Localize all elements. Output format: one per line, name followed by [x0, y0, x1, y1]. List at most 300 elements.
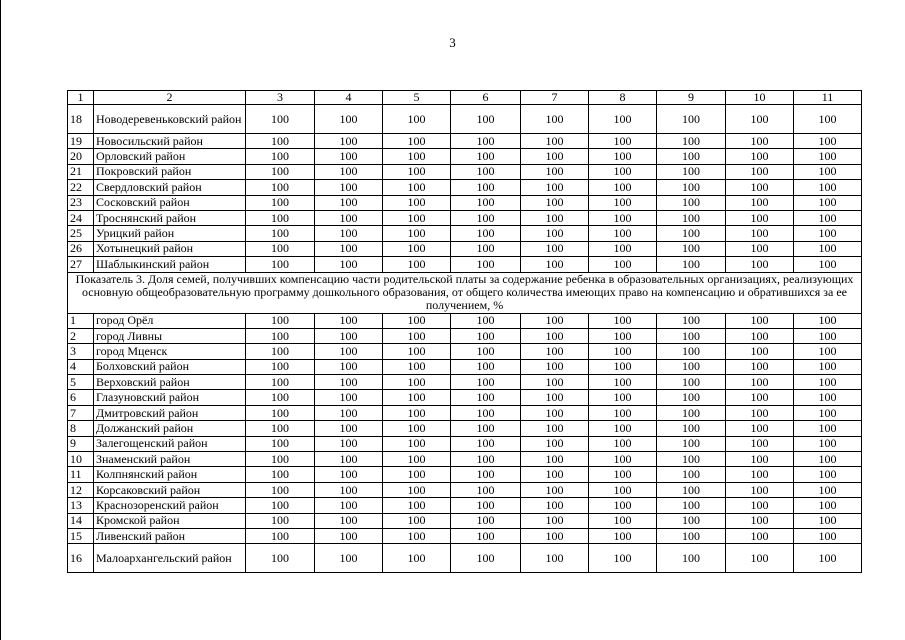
value-cell: 100	[589, 528, 657, 543]
value-cell: 100	[521, 241, 589, 256]
value-cell: 100	[726, 313, 794, 328]
value-cell: 100	[726, 528, 794, 543]
column-header: 9	[657, 91, 726, 105]
district-name: город Орёл	[94, 313, 246, 328]
value-cell: 100	[794, 498, 862, 513]
value-cell: 100	[246, 328, 315, 343]
row-number: 12	[68, 482, 94, 497]
district-name: Залегощенский район	[94, 436, 246, 451]
value-cell: 100	[521, 328, 589, 343]
row-number: 18	[68, 105, 94, 134]
row-number: 16	[68, 544, 94, 573]
value-cell: 100	[521, 405, 589, 420]
value-cell: 100	[451, 195, 521, 210]
district-name: Ливенский район	[94, 528, 246, 543]
value-cell: 100	[589, 452, 657, 467]
table-row	[68, 149, 862, 164]
district-name: Корсаковский район	[94, 482, 246, 497]
value-cell: 100	[521, 498, 589, 513]
table-row	[68, 513, 862, 528]
value-cell: 100	[383, 375, 451, 390]
value-cell: 100	[451, 241, 521, 256]
value-cell: 100	[521, 210, 589, 225]
district-name: Урицкий район	[94, 226, 246, 241]
row-number: 27	[68, 257, 94, 272]
value-cell: 100	[589, 210, 657, 225]
table-row	[68, 482, 862, 497]
value-cell: 100	[383, 180, 451, 195]
district-name: Свердловский район	[94, 180, 246, 195]
value-cell: 100	[315, 421, 383, 436]
value-cell: 100	[657, 226, 726, 241]
value-cell: 100	[726, 498, 794, 513]
district-name: Глазуновский район	[94, 390, 246, 405]
table-row	[68, 375, 862, 390]
row-number: 25	[68, 226, 94, 241]
value-cell: 100	[383, 257, 451, 272]
value-cell: 100	[794, 375, 862, 390]
value-cell: 100	[794, 241, 862, 256]
value-cell: 100	[794, 482, 862, 497]
value-cell: 100	[451, 498, 521, 513]
value-cell: 100	[794, 210, 862, 225]
value-cell: 100	[246, 241, 315, 256]
value-cell: 100	[726, 241, 794, 256]
table-row	[68, 105, 862, 134]
table-row	[68, 134, 862, 149]
value-cell: 100	[246, 375, 315, 390]
value-cell: 100	[315, 436, 383, 451]
value-cell: 100	[794, 390, 862, 405]
value-cell: 100	[657, 180, 726, 195]
value-cell: 100	[246, 421, 315, 436]
value-cell: 100	[657, 390, 726, 405]
page-number: 3	[449, 35, 456, 50]
row-number: 24	[68, 210, 94, 225]
value-cell: 100	[521, 482, 589, 497]
value-cell: 100	[521, 513, 589, 528]
value-cell: 100	[589, 421, 657, 436]
value-cell: 100	[383, 452, 451, 467]
value-cell: 100	[657, 210, 726, 225]
value-cell: 100	[726, 375, 794, 390]
value-cell: 100	[657, 313, 726, 328]
value-cell: 100	[726, 344, 794, 359]
value-cell: 100	[451, 257, 521, 272]
table-row	[68, 210, 862, 225]
value-cell: 100	[589, 257, 657, 272]
value-cell: 100	[726, 436, 794, 451]
value-cell: 100	[726, 195, 794, 210]
value-cell: 100	[451, 328, 521, 343]
value-cell: 100	[246, 498, 315, 513]
header-row	[68, 91, 862, 105]
value-cell: 100	[521, 257, 589, 272]
value-cell: 100	[726, 226, 794, 241]
district-name: Шаблыкинский район	[94, 257, 246, 272]
table-row	[68, 180, 862, 195]
indicators-table	[67, 90, 862, 573]
value-cell: 100	[726, 482, 794, 497]
value-cell: 100	[726, 544, 794, 573]
value-cell: 100	[589, 313, 657, 328]
value-cell: 100	[246, 436, 315, 451]
district-name: Малоархангельский район	[94, 544, 246, 573]
value-cell: 100	[451, 164, 521, 179]
value-cell: 100	[726, 513, 794, 528]
value-cell: 100	[246, 359, 315, 374]
value-cell: 100	[589, 134, 657, 149]
table-row	[68, 452, 862, 467]
value-cell: 100	[589, 405, 657, 420]
value-cell: 100	[246, 210, 315, 225]
value-cell: 100	[794, 513, 862, 528]
district-name: Болховский район	[94, 359, 246, 374]
value-cell: 100	[794, 344, 862, 359]
value-cell: 100	[521, 195, 589, 210]
indicator-row	[68, 272, 862, 313]
district-name: Орловский район	[94, 149, 246, 164]
value-cell: 100	[521, 390, 589, 405]
table-row	[68, 226, 862, 241]
district-name: Знаменский район	[94, 452, 246, 467]
value-cell: 100	[589, 149, 657, 164]
district-name: Кромской район	[94, 513, 246, 528]
value-cell: 100	[589, 180, 657, 195]
value-cell: 100	[657, 105, 726, 134]
district-name: Новосильский район	[94, 134, 246, 149]
row-number: 13	[68, 498, 94, 513]
row-number: 8	[68, 421, 94, 436]
district-name: город Мценск	[94, 344, 246, 359]
value-cell: 100	[451, 513, 521, 528]
value-cell: 100	[383, 328, 451, 343]
value-cell: 100	[315, 134, 383, 149]
value-cell: 100	[383, 226, 451, 241]
row-number: 19	[68, 134, 94, 149]
value-cell: 100	[589, 436, 657, 451]
district-name: Должанский район	[94, 421, 246, 436]
column-header: 4	[315, 91, 383, 105]
value-cell: 100	[589, 467, 657, 482]
value-cell: 100	[451, 390, 521, 405]
value-cell: 100	[246, 180, 315, 195]
value-cell: 100	[726, 149, 794, 164]
value-cell: 100	[383, 195, 451, 210]
value-cell: 100	[726, 134, 794, 149]
value-cell: 100	[726, 180, 794, 195]
table-row	[68, 195, 862, 210]
column-header: 5	[383, 91, 451, 105]
value-cell: 100	[451, 452, 521, 467]
value-cell: 100	[315, 390, 383, 405]
value-cell: 100	[521, 359, 589, 374]
value-cell: 100	[589, 105, 657, 134]
table-row	[68, 257, 862, 272]
value-cell: 100	[383, 105, 451, 134]
value-cell: 100	[315, 105, 383, 134]
page-left-edge	[0, 0, 1, 640]
value-cell: 100	[315, 498, 383, 513]
value-cell: 100	[383, 359, 451, 374]
value-cell: 100	[794, 359, 862, 374]
value-cell: 100	[383, 210, 451, 225]
value-cell: 100	[451, 313, 521, 328]
value-cell: 100	[383, 436, 451, 451]
value-cell: 100	[589, 344, 657, 359]
row-number: 3	[68, 344, 94, 359]
column-header: 3	[246, 91, 315, 105]
table-row	[68, 344, 862, 359]
value-cell: 100	[315, 375, 383, 390]
value-cell: 100	[315, 544, 383, 573]
value-cell: 100	[315, 528, 383, 543]
row-number: 4	[68, 359, 94, 374]
value-cell: 100	[657, 405, 726, 420]
value-cell: 100	[589, 513, 657, 528]
row-number: 6	[68, 390, 94, 405]
row-number: 5	[68, 375, 94, 390]
value-cell: 100	[246, 528, 315, 543]
row-number: 23	[68, 195, 94, 210]
column-header: 11	[794, 91, 862, 105]
value-cell: 100	[246, 467, 315, 482]
value-cell: 100	[246, 513, 315, 528]
value-cell: 100	[315, 241, 383, 256]
district-name: город Ливны	[94, 328, 246, 343]
value-cell: 100	[315, 257, 383, 272]
value-cell: 100	[315, 328, 383, 343]
value-cell: 100	[657, 452, 726, 467]
value-cell: 100	[383, 467, 451, 482]
row-number: 10	[68, 452, 94, 467]
value-cell: 100	[383, 390, 451, 405]
value-cell: 100	[657, 528, 726, 543]
table-row	[68, 528, 862, 543]
row-number: 2	[68, 328, 94, 343]
value-cell: 100	[521, 226, 589, 241]
value-cell: 100	[521, 528, 589, 543]
table-row	[68, 544, 862, 573]
value-cell: 100	[794, 164, 862, 179]
value-cell: 100	[726, 467, 794, 482]
value-cell: 100	[383, 544, 451, 573]
value-cell: 100	[794, 105, 862, 134]
value-cell: 100	[451, 544, 521, 573]
table-row	[68, 498, 862, 513]
row-number: 11	[68, 467, 94, 482]
value-cell: 100	[726, 359, 794, 374]
value-cell: 100	[451, 482, 521, 497]
value-cell: 100	[383, 498, 451, 513]
value-cell: 100	[521, 421, 589, 436]
value-cell: 100	[657, 544, 726, 573]
value-cell: 100	[726, 257, 794, 272]
value-cell: 100	[246, 390, 315, 405]
value-cell: 100	[451, 467, 521, 482]
value-cell: 100	[657, 467, 726, 482]
value-cell: 100	[794, 544, 862, 573]
value-cell: 100	[589, 241, 657, 256]
row-number: 7	[68, 405, 94, 420]
row-number: 14	[68, 513, 94, 528]
table-row	[68, 390, 862, 405]
value-cell: 100	[315, 149, 383, 164]
value-cell: 100	[383, 344, 451, 359]
column-header: 6	[451, 91, 521, 105]
value-cell: 100	[521, 149, 589, 164]
value-cell: 100	[589, 482, 657, 497]
value-cell: 100	[726, 390, 794, 405]
value-cell: 100	[451, 405, 521, 420]
value-cell: 100	[246, 482, 315, 497]
value-cell: 100	[589, 390, 657, 405]
value-cell: 100	[451, 421, 521, 436]
column-header: 10	[726, 91, 794, 105]
column-header: 2	[94, 91, 246, 105]
value-cell: 100	[589, 328, 657, 343]
value-cell: 100	[246, 226, 315, 241]
value-cell: 100	[794, 257, 862, 272]
value-cell: 100	[315, 210, 383, 225]
value-cell: 100	[794, 149, 862, 164]
value-cell: 100	[794, 226, 862, 241]
value-cell: 100	[657, 344, 726, 359]
value-cell: 100	[246, 257, 315, 272]
value-cell: 100	[383, 164, 451, 179]
value-cell: 100	[451, 149, 521, 164]
value-cell: 100	[383, 421, 451, 436]
table-row	[68, 164, 862, 179]
district-name: Новодеревеньковский район	[94, 105, 246, 134]
value-cell: 100	[521, 313, 589, 328]
value-cell: 100	[451, 226, 521, 241]
district-name: Краснозоренский район	[94, 498, 246, 513]
value-cell: 100	[383, 149, 451, 164]
value-cell: 100	[521, 375, 589, 390]
value-cell: 100	[246, 452, 315, 467]
value-cell: 100	[794, 134, 862, 149]
value-cell: 100	[383, 313, 451, 328]
value-cell: 100	[794, 528, 862, 543]
district-name: Сосковский район	[94, 195, 246, 210]
table-row	[68, 359, 862, 374]
row-number: 1	[68, 313, 94, 328]
value-cell: 100	[383, 405, 451, 420]
value-cell: 100	[657, 375, 726, 390]
value-cell: 100	[383, 241, 451, 256]
value-cell: 100	[726, 210, 794, 225]
value-cell: 100	[315, 164, 383, 179]
value-cell: 100	[521, 180, 589, 195]
value-cell: 100	[657, 149, 726, 164]
table-row	[68, 241, 862, 256]
value-cell: 100	[726, 421, 794, 436]
value-cell: 100	[589, 375, 657, 390]
value-cell: 100	[521, 344, 589, 359]
value-cell: 100	[315, 344, 383, 359]
value-cell: 100	[246, 134, 315, 149]
value-cell: 100	[521, 452, 589, 467]
value-cell: 100	[589, 544, 657, 573]
value-cell: 100	[451, 180, 521, 195]
value-cell: 100	[794, 452, 862, 467]
value-cell: 100	[246, 544, 315, 573]
table-row	[68, 436, 862, 451]
value-cell: 100	[246, 405, 315, 420]
value-cell: 100	[589, 359, 657, 374]
value-cell: 100	[451, 375, 521, 390]
indicator-3-heading: Показатель 3. Доля семей, получивших компенсацию части родительской платы за содержание ребенка в образовательных организациях, реализующих основную общеобразовательную программу дошкольного образования, от общего количества имеющих право на компенсацию и обратившихся за ее получением, %	[68, 272, 862, 313]
district-name: Хотынецкий район	[94, 241, 246, 256]
value-cell: 100	[246, 344, 315, 359]
value-cell: 100	[657, 513, 726, 528]
value-cell: 100	[315, 226, 383, 241]
value-cell: 100	[383, 528, 451, 543]
value-cell: 100	[794, 328, 862, 343]
value-cell: 100	[246, 195, 315, 210]
value-cell: 100	[315, 313, 383, 328]
value-cell: 100	[589, 195, 657, 210]
value-cell: 100	[315, 195, 383, 210]
value-cell: 100	[657, 164, 726, 179]
value-cell: 100	[246, 149, 315, 164]
value-cell: 100	[246, 105, 315, 134]
value-cell: 100	[521, 164, 589, 179]
value-cell: 100	[521, 544, 589, 573]
value-cell: 100	[315, 452, 383, 467]
value-cell: 100	[657, 498, 726, 513]
row-number: 9	[68, 436, 94, 451]
value-cell: 100	[315, 482, 383, 497]
district-name: Верховский район	[94, 375, 246, 390]
table-row	[68, 313, 862, 328]
value-cell: 100	[451, 436, 521, 451]
value-cell: 100	[794, 180, 862, 195]
value-cell: 100	[246, 313, 315, 328]
district-name: Покровский район	[94, 164, 246, 179]
value-cell: 100	[657, 134, 726, 149]
value-cell: 100	[521, 467, 589, 482]
value-cell: 100	[315, 405, 383, 420]
row-number: 26	[68, 241, 94, 256]
value-cell: 100	[726, 105, 794, 134]
district-name: Троснянский район	[94, 210, 246, 225]
value-cell: 100	[794, 436, 862, 451]
value-cell: 100	[383, 134, 451, 149]
value-cell: 100	[657, 257, 726, 272]
row-number: 21	[68, 164, 94, 179]
value-cell: 100	[657, 195, 726, 210]
value-cell: 100	[657, 436, 726, 451]
column-header: 1	[68, 91, 94, 105]
value-cell: 100	[657, 421, 726, 436]
value-cell: 100	[383, 513, 451, 528]
value-cell: 100	[315, 467, 383, 482]
value-cell: 100	[589, 226, 657, 241]
column-header: 7	[521, 91, 589, 105]
value-cell: 100	[521, 105, 589, 134]
table-row	[68, 405, 862, 420]
value-cell: 100	[726, 328, 794, 343]
row-number: 20	[68, 149, 94, 164]
row-number: 15	[68, 528, 94, 543]
value-cell: 100	[451, 105, 521, 134]
value-cell: 100	[246, 164, 315, 179]
table-row	[68, 328, 862, 343]
value-cell: 100	[657, 241, 726, 256]
table-row	[68, 467, 862, 482]
